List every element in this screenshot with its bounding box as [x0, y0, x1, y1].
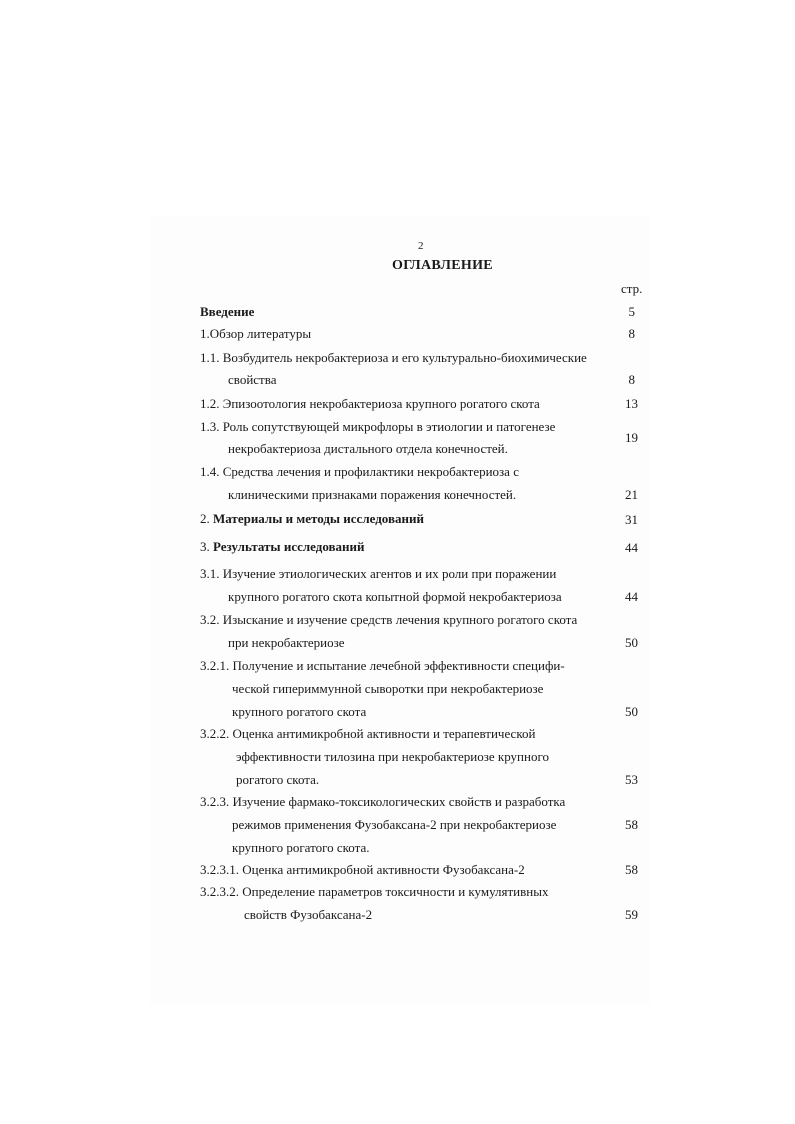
toc-entry-text: клиническими признаками поражения конечностей. — [228, 487, 517, 502]
toc-entry-text — [200, 511, 424, 527]
toc-entry-text: Введение — [200, 304, 255, 319]
toc-entry-text: 1.3. Роль сопутствующей микрофлоры в этиологии и патогенезе — [200, 419, 556, 434]
toc-entry-text: свойства — [228, 372, 277, 387]
toc-entry-heading: Результаты исследований — [213, 539, 365, 554]
toc-entry-heading: Материалы и методы исследований — [213, 511, 424, 526]
toc-entry-page: 53 — [625, 772, 638, 787]
toc-entry-number: 2. — [200, 511, 213, 526]
toc-entry-text: 1.Обзор литературы — [200, 326, 312, 341]
toc-entry-page: 50 — [625, 635, 638, 650]
toc-entry-text: режимов применения Фузобаксана-2 при некробактериозе — [232, 817, 557, 832]
toc-entry-page: 44 — [625, 589, 638, 604]
toc-entry-page: 58 — [625, 862, 638, 877]
toc-entry-text: 3.2.2. Оценка антимикробной активности и терапевтической — [200, 726, 536, 741]
toc-entry-page: 58 — [625, 817, 638, 832]
toc-entry-page: 19 — [625, 430, 638, 445]
toc-entry-page: 44 — [625, 540, 638, 555]
toc-entry-text: некробактериоза дистального отдела конечностей. — [228, 441, 508, 456]
toc-entry-text: 3.2. Изыскание и изучение средств лечения крупного рогатого скота — [200, 612, 578, 627]
toc-entry-text: 1.2. Эпизоотология некробактериоза крупного рогатого скота — [200, 396, 540, 411]
toc-entry-text: крупного рогатого скота — [232, 704, 367, 719]
toc-entry-text: крупного рогатого скота копытной формой некробактериоза — [228, 589, 562, 604]
toc-entry-text: 3.2.1. Получение и испытание лечебной эффективности специфи- — [200, 658, 565, 673]
toc-entry-page: 8 — [628, 372, 635, 387]
toc-entry-text: 1.4. Средства лечения и профилактики некробактериоза с — [200, 464, 519, 479]
toc-entry-page: 59 — [625, 907, 638, 922]
toc-entry-text: 1.1. Возбудитель некробактериоза и его культурально-биохимические — [200, 350, 587, 365]
toc-entry-text: 3.2.3.1. Оценка антимикробной активности Фузобаксана-2 — [200, 862, 525, 877]
toc-entry-text: 3.2.3. Изучение фармако-токсикологических свойств и разработка — [200, 794, 566, 809]
toc-entry-page: 13 — [625, 396, 638, 411]
toc-entry-text: эффективности тилозина при некробактериозе крупного — [236, 749, 549, 764]
toc-entry-text: ческой гипериммунной сыворотки при некробактериозе — [232, 681, 544, 696]
toc-entry-text: при некробактериозе — [228, 635, 345, 650]
toc-entry-page: 8 — [628, 326, 635, 341]
toc-entry-text: 3.1. Изучение этиологических агентов и их роли при поражении — [200, 566, 557, 581]
page-column-header: стр. — [621, 281, 643, 296]
toc-entry-page: 5 — [628, 304, 635, 319]
toc-entry-page: 50 — [625, 704, 638, 719]
page-number: 2 — [418, 240, 424, 252]
toc-entry-page: 31 — [625, 512, 638, 527]
toc-entry-page: 21 — [625, 487, 638, 502]
toc-entry-number: 3. — [200, 539, 213, 554]
toc-entry-text: свойств Фузобаксана-2 — [244, 907, 373, 922]
toc-entry-text: крупного рогатого скота. — [232, 840, 370, 855]
toc-entry-text: 3.2.3.2. Определение параметров токсичности и кумулятивных — [200, 884, 549, 899]
toc-entry-text — [200, 539, 365, 555]
toc-title: ОГЛАВЛЕНИЕ — [392, 258, 493, 273]
toc-entry-text: рогатого скота. — [236, 772, 320, 787]
